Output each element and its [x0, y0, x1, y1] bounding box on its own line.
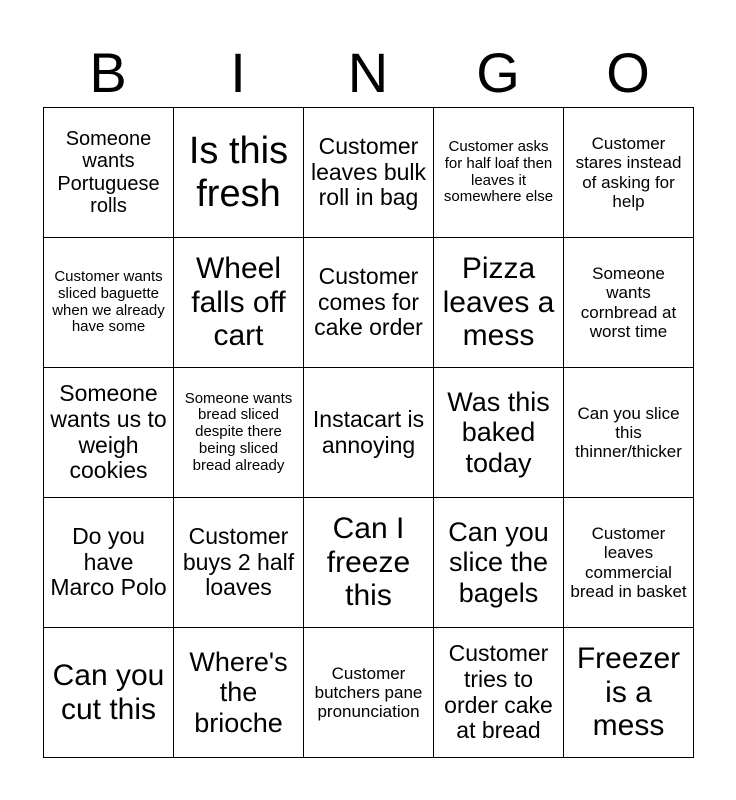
bingo-cell[interactable]	[44, 108, 174, 238]
cell-text: Customer stares instead of asking for help	[575, 134, 682, 211]
cell-text: Customer comes for cake order	[314, 262, 423, 341]
bingo-header	[43, 40, 693, 106]
bingo-cell[interactable]	[174, 628, 304, 758]
cell-text: Can you slice this thinner/thicker	[575, 403, 682, 462]
bingo-cell[interactable]	[304, 628, 434, 758]
bingo-cell[interactable]	[434, 498, 564, 628]
header-letter-n: N	[347, 41, 389, 104]
bingo-cell[interactable]	[44, 238, 174, 368]
bingo-cell[interactable]	[304, 368, 434, 498]
cell-text: Can you slice the bagels	[448, 517, 549, 608]
cell-text: Someone wants cornbread at worst time	[580, 264, 677, 341]
bingo-cell[interactable]	[304, 238, 434, 368]
bingo-cell[interactable]	[564, 628, 694, 758]
cell-text: Can you cut this	[52, 658, 165, 726]
bingo-cell[interactable]	[44, 368, 174, 498]
header-letter-b: B	[89, 41, 127, 104]
cell-text: Is this fresh	[188, 129, 289, 215]
cell-text: Someone wants bread sliced despite there being sliced bread already	[184, 389, 293, 474]
bingo-cell[interactable]	[434, 108, 564, 238]
bingo-cell[interactable]	[564, 368, 694, 498]
cell-text: Customer leaves commercial bread in basket	[570, 524, 687, 601]
board-row-4	[44, 498, 694, 628]
cell-text: Instacart is annoying	[312, 405, 425, 458]
bingo-cell[interactable]	[304, 498, 434, 628]
header-letter-g: G	[476, 41, 520, 104]
cell-text: Customer tries to order cake at bread	[444, 640, 553, 744]
cell-text: Someone wants us to weigh cookies	[50, 380, 167, 484]
board-row-2	[44, 238, 694, 368]
bingo-cell[interactable]	[434, 368, 564, 498]
cell-text: Was this baked today	[447, 387, 550, 478]
bingo-cell[interactable]	[174, 108, 304, 238]
cell-text: Someone wants Portuguese rolls	[57, 127, 160, 217]
cell-text: Do you have Marco Polo	[50, 522, 167, 601]
bingo-cell[interactable]	[434, 238, 564, 368]
cell-text: Pizza leaves a mess	[442, 252, 555, 353]
board-row-1	[44, 108, 694, 238]
cell-text: Wheel falls off cart	[191, 252, 286, 353]
board-row-5	[44, 628, 694, 758]
bingo-cell[interactable]	[174, 498, 304, 628]
cell-text: Customer butchers pane pronunciation	[314, 663, 423, 722]
bingo-cell[interactable]	[44, 498, 174, 628]
cell-text: Customer leaves bulk roll in bag	[310, 132, 427, 211]
header-letter-o: O	[606, 41, 650, 104]
bingo-cell[interactable]	[564, 238, 694, 368]
cell-text: Customer wants sliced baguette when we already have some	[52, 267, 165, 336]
bingo-cell[interactable]	[174, 238, 304, 368]
bingo-cell[interactable]	[564, 498, 694, 628]
cell-text: Can I freeze this	[326, 512, 411, 613]
cell-text: Where's the brioche	[189, 647, 288, 738]
cell-text: Customer buys 2 half loaves	[182, 522, 295, 601]
bingo-cell[interactable]	[44, 628, 174, 758]
bingo-cell[interactable]	[304, 108, 434, 238]
bingo-board	[43, 107, 694, 758]
board-row-3	[44, 368, 694, 498]
bingo-cell[interactable]	[434, 628, 564, 758]
bingo-cell[interactable]	[174, 368, 304, 498]
header-letter-i: I	[230, 41, 246, 104]
cell-text: Freezer is a mess	[576, 642, 681, 743]
cell-text: Customer asks for half loaf then leaves it somewhere else	[443, 137, 554, 206]
bingo-cell[interactable]	[564, 108, 694, 238]
